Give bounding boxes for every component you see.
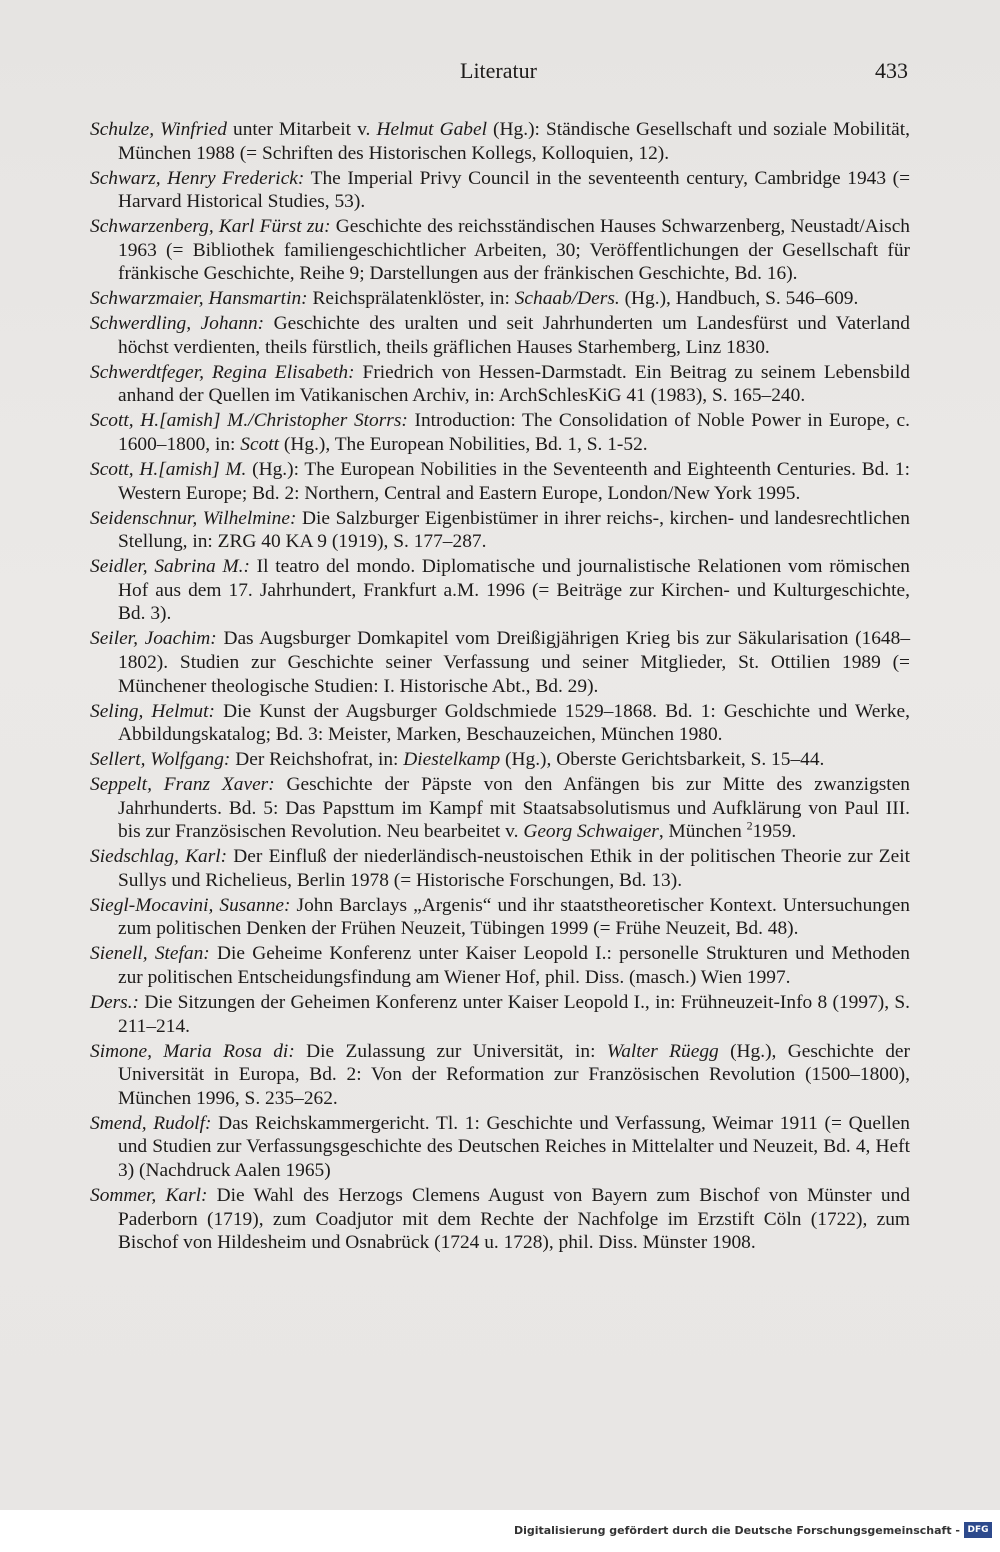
bibliography-entry: Seiler, Joachim: Das Augsburger Domkapitel vom Dreißigjährigen Krieg bis zur Säkularisation (1648–1802). Studien zur Geschichte seiner Verfassung und seiner Mitglieder, St. Ottilien 1989 (= Münchener theologische Studien: I. Historische Abt., Bd. 29). [90,628,911,697]
page-number: 433 [875,58,908,83]
bibliography-entry: Sellert, Wolfgang: Der Reichshofrat, in: Diestelkamp (Hg.), Oberste Gerichtsbarkeit, S. 15–44. [90,749,825,771]
bibliography-list [90,118,910,1256]
bibliography-entry: Seling, Helmut: Die Kunst der Augsburger Goldschmiede 1529–1868. Bd. 1: Geschichte und Werke, Abbildungskatalog; Bd. 3: Meister, Marken, Beschauzeichen, München 1980. [90,700,911,746]
bibliography-entry: Smend, Rudolf: Das Reichskammergericht. Tl. 1: Geschichte und Verfassung, Weimar 1911 (= Quellen und Studien zur Verfassungsgeschichte des Deutschen Reiches in Mittelalter und Neuzeit, Bd. 4, Heft 3) (Nachdruck Aalen 1965) [90,1112,911,1181]
bibliography-entry: Siegl-Mocavini, Susanne: John Barclays „Argenis“ und ihr staatstheoretischer Kontext. Untersuchungen zum politischen Denken der Frühen Neuzeit, Tübingen 1999 (= Frühe Neuzeit, Bd. 48). [90,894,910,940]
bibliography-entry: Simone, Maria Rosa di: Die Zulassung zur Universität, in: Walter Rüegg (Hg.), Geschichte der Universität in Europa, Bd. 2: Von der Reformation zur Französischen Revolution (1500–1800), München 1996, S. 235–262. [90,1040,910,1109]
header-title: Literatur [460,58,537,83]
funding-credit: Digitalisierung gefördert durch die Deutsche Forschungsgemeinschaft - [513,1524,960,1537]
bibliography-entry: Schwarzmaier, Hansmartin: Reichsprälatenklöster, in: Schaab/Ders. (Hg.), Handbuch, S. 546–609. [90,288,859,310]
bibliography-entry: Schwerdtfeger, Regina Elisabeth: Friedrich von Hessen-Darmstadt. Ein Beitrag zu seinem Lebensbild anhand der Quellen im Vatikanischen Archiv, in: ArchSchlesKiG 41 (1983), S. 165–240. [90,361,910,407]
bibliography-entry: Seidenschnur, Wilhelmine: Die Salzburger Eigenbistümer in ihrer reichs-, kirchen- und landesrechtlichen Stellung, in: ZRG 40 KA 9 (1919), S. 177–287. [90,507,911,553]
bibliography-entry: Seppelt, Franz Xaver: Geschichte der Päpste von den Anfängen bis zur Mitte des zwanzigsten Jahrhunderts. Bd. 5: Das Papsttum im Kampf mit Staatsabsolutismus und Aufklärung von Paul III. bis zur Französischen Revolution. Neu bearbeitet v. Georg Schwaiger, München $^2$1959. [90,774,910,843]
running-header [90,58,908,92]
bibliography-entry: Siedschlag, Karl: Der Einfluß der niederländisch-neustoischen Ethik in der politischen Theorie zur Zeit Sullys und Richelieus, Berlin 1978 (= Historische Forschungen, Bd. 13). [90,846,910,891]
dfg-logo: DFG [964,1522,992,1538]
bibliography-entry: Scott, H.[amish] M./Christopher Storrs: Introduction: The Consolidation of Noble Power in Europe, c. 1600–1800, in: Scott (Hg.), The European Nobilities, Bd. 1, S. 1-52. [90,410,910,456]
bibliography-entry: Ders.: Die Sitzungen der Geheimen Konferenz unter Kaiser Leopold I., in: Frühneuzeit-Info 8 (1997), S. 211–214. [90,992,910,1037]
bibliography-entry: Schulze, Winfried unter Mitarbeit v. Helmut Gabel (Hg.): Ständische Gesellschaft und soziale Mobilität, München 1988 (= Schriften des Historischen Kollegs, Kolloquien, 12). [90,119,910,164]
bibliography-entry: Schwarzenberg, Karl Fürst zu: Geschichte des reichsständischen Hauses Schwarzenberg, Neustadt/Aisch 1963 (= Bibliothek familiengeschichtlicher Arbeiten, 30; Veröffentlichungen der Gesellschaft für fränkische Geschichte, Reihe 9; Darstellungen aus der fränkischen Geschichte, Bd. 16). [90,216,910,285]
bibliography-entry: Schwarz, Henry Frederick: The Imperial Privy Council in the seventeenth century, Cambridge 1943 (= Harvard Historical Studies, 53). [90,167,910,213]
bibliography-entry: Schwerdling, Johann: Geschichte des uralten und seit Jahrhunderten um Landesfürst und Vaterland höchst verdienten, theils fürstlich, theils gräflichen Hauses Starhemberg, Linz 1830. [90,313,911,358]
bibliography-entry: Sommer, Karl: Die Wahl des Herzogs Clemens August von Bayern zum Bischof von Münster und Paderborn (1719), zum Coadjutor mit dem Rechte der Nachfolge im Erzstift Cöln (1722), zum Bischof von Hildesheim und Osnabrück (1724 u. 1728), phil. Diss. Münster 1908. [90,1184,910,1254]
bibliography-entry: Scott, H.[amish] M. (Hg.): The European Nobilities in the Seventeenth and Eighteenth Centuries. Bd. 1: Western Europe; Bd. 2: Northern, Central and Eastern Europe, London/New York 1995. [90,459,910,504]
digitization-footer [0,1510,1000,1552]
bibliography-entry: Sienell, Stefan: Die Geheime Konferenz unter Kaiser Leopold I.: personelle Strukturen und Methoden zur politischen Entscheidungsfindung am Wiener Hof, phil. Diss. (masch.) Wien 1997. [90,943,910,989]
bibliography-entry: Seidler, Sabrina M.: Il teatro del mondo. Diplomatische und journalistische Relationen vom römischen Hof aus dem 17. Jahrhundert, Frankfurt a.M. 1996 (= Beiträge zur Kirchen- und Kulturgeschichte, Bd. 3). [90,556,911,625]
